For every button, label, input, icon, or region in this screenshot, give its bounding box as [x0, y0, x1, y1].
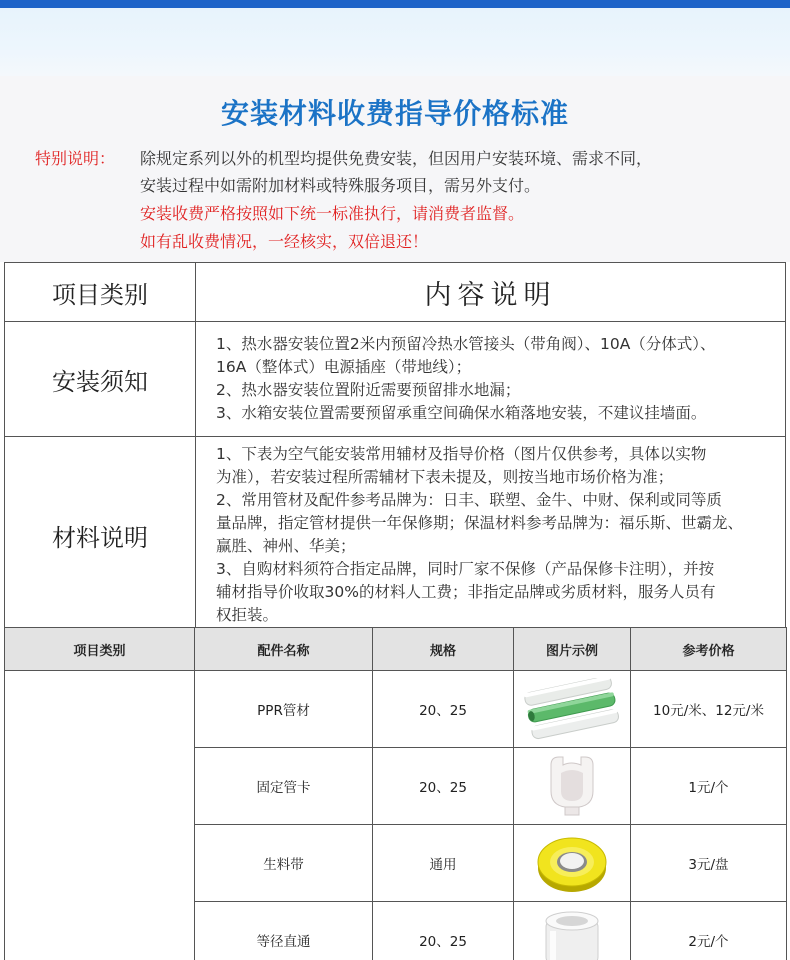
parts-category-cell: [5, 671, 195, 960]
info-header-content: 内容说明: [196, 263, 786, 322]
content-line: 3、水箱安装位置需要预留承重空间确保水箱落地安装，不建议挂墙面。: [216, 404, 707, 422]
content-line: 权拒装。: [216, 606, 279, 624]
top-accent-bar: [0, 0, 790, 8]
info-table: [4, 262, 786, 634]
parts-header-name: 配件名称: [195, 628, 373, 671]
content-line: 2、常用管材及配件参考品牌为：日丰、联塑、金牛、中财、保利或同等质: [216, 491, 722, 509]
part-image: [514, 671, 631, 748]
content-line: 2、热水器安装位置附近需要预留排水地漏；: [216, 381, 521, 399]
table-row: [5, 671, 787, 748]
info-row-category: 安装须知: [5, 322, 196, 437]
parts-table-header: [5, 628, 787, 671]
part-price: 1元/个: [631, 748, 787, 825]
part-image: [514, 825, 631, 902]
warning-line-1: 安装收费严格按照如下统一标准执行，请消费者监督。: [140, 204, 525, 223]
part-name: 生料带: [195, 825, 373, 902]
info-row-content: [196, 437, 786, 634]
content-line: 赢胜、神州、华美；: [216, 537, 356, 555]
warning-line-2: 如有乱收费情况，一经核实，双倍退还！: [140, 232, 429, 251]
part-price: 2元/个: [631, 902, 787, 960]
notice-line-2: 安装过程中如需附加材料或特殊服务项目，需另外支付。: [140, 176, 541, 195]
parts-table: [4, 627, 787, 960]
header-banner: [0, 8, 790, 76]
straight-coupling-icon: [532, 907, 612, 960]
notice-label: 特别说明：: [35, 149, 116, 168]
info-row-content: [196, 322, 786, 437]
page-title: 安装材料收费指导价格标准: [220, 97, 569, 130]
part-name: 固定管卡: [195, 748, 373, 825]
part-name: PPR管材: [195, 671, 373, 748]
parts-header-price: 参考价格: [631, 628, 787, 671]
content-line: 辅材指导价收取30%的材料人工费；非指定品牌或劣质材料，服务人员有: [216, 583, 716, 601]
parts-header-category: 项目类别: [5, 628, 195, 671]
part-image: [514, 748, 631, 825]
part-name: 等径直通: [195, 902, 373, 960]
content-line: 16A（整体式）电源插座（带地线）；: [216, 358, 472, 376]
content-line: 3、自购材料须符合指定品牌，同时厂家不保修（产品保修卡注明），并按: [216, 560, 715, 578]
info-row-category: 材料说明: [5, 437, 196, 634]
table-row: [5, 437, 786, 634]
table-row: [5, 322, 786, 437]
part-spec: 20、25: [373, 902, 514, 960]
part-spec: 20、25: [373, 671, 514, 748]
info-table-header: [5, 263, 786, 322]
info-header-category: 项目类别: [5, 263, 196, 322]
content-line: 1、热水器安装位置2米内预留冷热水管接头（带角阀）、10A（分体式）、: [216, 335, 716, 353]
ptfe-tape-icon: [532, 830, 612, 896]
pipe-clamp-icon: [537, 753, 607, 819]
part-spec: 通用: [373, 825, 514, 902]
content-line: 为准），若安装过程所需辅材下表未提及，则按当地市场价格为准；: [216, 468, 674, 486]
ppr-pipe-icon: [524, 678, 620, 740]
part-price: 3元/盘: [631, 825, 787, 902]
notice-line-1: 除规定系列以外的机型均提供免费安装，但因用户安装环境、需求不同，: [140, 149, 653, 168]
parts-header-image: 图片示例: [514, 628, 631, 671]
content-line: 量品牌，指定管材提供一年保修期；保温材料参考品牌为：福乐斯、世霸龙、: [216, 514, 744, 532]
part-spec: 20、25: [373, 748, 514, 825]
part-image: [514, 902, 631, 960]
content-line: 1、下表为空气能安装常用辅材及指导价格（图片仅供参考，具体以实物: [216, 445, 707, 463]
parts-header-spec: 规格: [373, 628, 514, 671]
part-price: 10元/米、12元/米: [631, 671, 787, 748]
